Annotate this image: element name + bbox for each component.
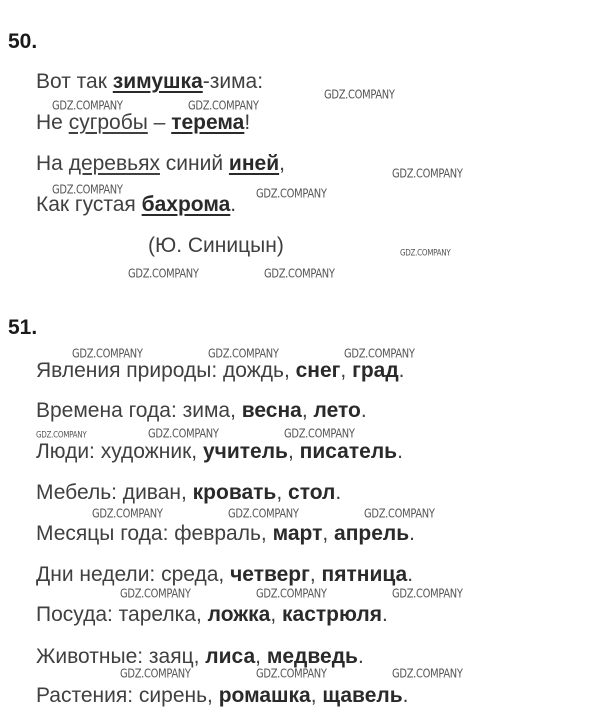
watermark: GDZ.COMPANY xyxy=(344,346,415,361)
watermark: GDZ.COMPANY xyxy=(52,182,123,197)
watermark: GDZ.COMPANY xyxy=(400,247,451,258)
list-row-2 xyxy=(36,399,367,423)
answer-word: весна xyxy=(241,399,302,422)
answer-word: учитель xyxy=(202,440,288,463)
row-prefix: Дни недели: среда, xyxy=(36,563,231,586)
answer-word: пятница xyxy=(321,563,408,586)
row-prefix: Мебель: диван, xyxy=(36,481,193,504)
row-prefix: Люди: художник, xyxy=(36,440,203,463)
separator: , xyxy=(301,399,314,422)
subject-word: иней xyxy=(228,152,280,175)
row-end: . xyxy=(360,399,367,422)
watermark: GDZ.COMPANY xyxy=(120,586,191,601)
separator: , xyxy=(255,645,267,668)
row-prefix: Животные: заяц, xyxy=(36,645,206,668)
row-end: . xyxy=(407,563,414,586)
exercise-number-50: 50. xyxy=(8,30,38,53)
watermark: GDZ.COMPANY xyxy=(120,666,191,681)
row-end: . xyxy=(398,359,405,382)
watermark: GDZ.COMPANY xyxy=(264,266,335,281)
watermark: GDZ.COMPANY xyxy=(228,506,299,521)
text-fragment: Как густая xyxy=(36,193,142,216)
subject-word: бахрома xyxy=(141,193,231,216)
answer-word: писатель xyxy=(299,440,398,463)
subject-word: зимушка xyxy=(112,70,203,93)
row-end: . xyxy=(357,645,364,668)
answer-word: март xyxy=(272,522,323,545)
row-end: . xyxy=(397,440,403,463)
watermark: GDZ.COMPANY xyxy=(188,98,259,113)
watermark: GDZ.COMPANY xyxy=(256,186,327,201)
separator: , xyxy=(340,359,353,382)
answer-word: лиса xyxy=(205,645,256,668)
predicate-word: терема xyxy=(171,111,245,134)
poem-line-3 xyxy=(36,152,285,176)
list-row-6 xyxy=(36,563,413,587)
subject-word: сугробы xyxy=(68,111,148,134)
text-fragment: -зима: xyxy=(202,70,264,93)
separator: , xyxy=(276,481,289,504)
row-end: . xyxy=(402,684,409,707)
text-fragment: Вот так xyxy=(36,70,113,93)
watermark: GDZ.COMPANY xyxy=(92,506,163,521)
watermark: GDZ.COMPANY xyxy=(392,666,463,681)
answer-word: град xyxy=(352,359,399,382)
answer-word: четверг xyxy=(230,563,310,586)
row-end: . xyxy=(382,603,388,626)
answer-word: кровать xyxy=(192,481,277,504)
watermark: GDZ.COMPANY xyxy=(128,266,199,281)
separator: , xyxy=(310,684,323,707)
answer-word: апрель xyxy=(334,522,410,545)
answer-word: ромашка xyxy=(218,684,311,707)
row-prefix: Месяцы года: февраль, xyxy=(36,522,273,545)
watermark: GDZ.COMPANY xyxy=(392,166,463,181)
watermark: GDZ.COMPANY xyxy=(52,98,123,113)
list-row-1 xyxy=(36,359,405,383)
separator: , xyxy=(322,522,335,545)
row-prefix: Времена года: зима, xyxy=(36,399,242,422)
list-row-4 xyxy=(36,481,341,505)
separator: , xyxy=(270,603,283,626)
underlined-word: деревьях xyxy=(68,152,160,175)
poem-line-2 xyxy=(36,111,250,135)
row-prefix: Растения: сирень, xyxy=(36,684,219,707)
separator: , xyxy=(309,563,322,586)
answer-word: медведь xyxy=(266,645,358,668)
answer-word: снег xyxy=(295,359,341,382)
answer-word: ложка xyxy=(207,603,271,626)
row-prefix: Явления природы: дождь, xyxy=(36,359,296,382)
text-fragment: . xyxy=(230,193,237,216)
watermark: GDZ.COMPANY xyxy=(324,87,395,102)
list-row-9 xyxy=(36,684,408,708)
watermark: GDZ.COMPANY xyxy=(148,426,219,441)
text-fragment: На xyxy=(36,152,69,175)
list-row-3 xyxy=(36,440,403,464)
row-prefix: Посуда: тарелка, xyxy=(36,603,208,626)
text-fragment: синий xyxy=(159,152,229,175)
watermark: GDZ.COMPANY xyxy=(284,426,355,441)
watermark: GDZ.COMPANY xyxy=(36,429,87,440)
exercise-number-51: 51. xyxy=(8,316,38,339)
answer-word: кастрюля xyxy=(282,603,383,626)
text-fragment: Не xyxy=(36,111,69,134)
row-end: . xyxy=(409,522,416,545)
text-fragment: , xyxy=(279,152,285,175)
list-row-7 xyxy=(36,603,388,627)
poem-author: (Ю. Синицын) xyxy=(148,234,284,257)
row-end: . xyxy=(335,481,342,504)
answer-word: лето xyxy=(313,399,361,422)
watermark: GDZ.COMPANY xyxy=(364,506,435,521)
text-fragment: ! xyxy=(244,111,251,134)
watermark: GDZ.COMPANY xyxy=(392,586,463,601)
watermark: GDZ.COMPANY xyxy=(256,666,327,681)
watermark: GDZ.COMPANY xyxy=(256,586,327,601)
text-fragment: – xyxy=(147,111,172,134)
poem-line-1 xyxy=(36,70,263,94)
separator: , xyxy=(287,440,300,463)
watermark: GDZ.COMPANY xyxy=(72,346,143,361)
answer-word: стол xyxy=(288,481,336,504)
list-row-5 xyxy=(36,522,415,546)
answer-word: щавель xyxy=(322,684,403,707)
watermark: GDZ.COMPANY xyxy=(208,346,279,361)
